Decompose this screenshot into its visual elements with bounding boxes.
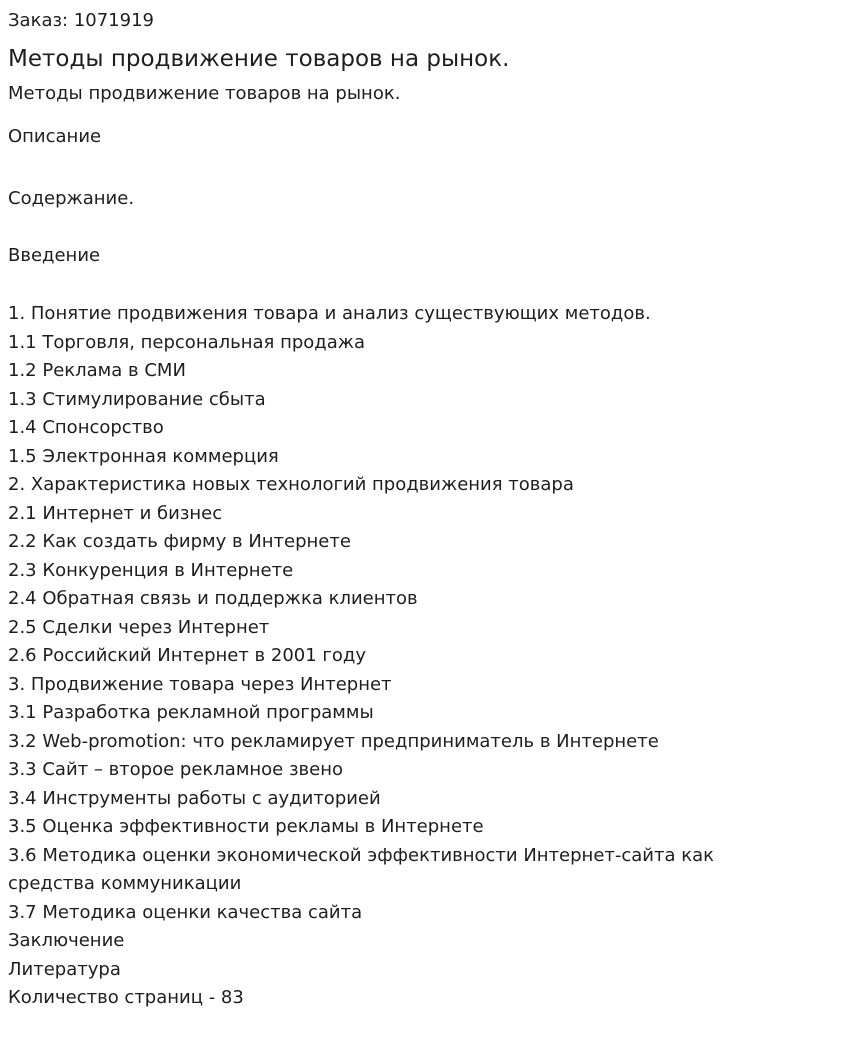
- toc-item: 3.1 Разработка рекламной программы: [8, 702, 374, 723]
- description-label: Описание: [8, 126, 102, 147]
- toc-item: 1.3 Стимулирование сбыта: [8, 388, 266, 410]
- page-count: Количество страниц - 83: [8, 987, 244, 1008]
- toc-item: 2.6 Российский Интернет в 2001 году: [8, 645, 366, 666]
- toc-item: 2.2 Как создать фирму в Интернете: [8, 531, 351, 552]
- contents-heading: Содержание.: [8, 188, 135, 209]
- page-subtitle: Методы продвижение товаров на рынок.: [8, 83, 401, 104]
- order-number: Заказ: 1071919: [8, 10, 154, 31]
- toc-item: Заключение: [8, 930, 125, 951]
- toc-item: 3. Продвижение товара через Интернет: [8, 673, 392, 695]
- toc-item: 2.5 Сделки через Интернет: [8, 616, 270, 638]
- page-title: Методы продвижение товаров на рынок.: [8, 46, 510, 72]
- toc-intro: Введение: [8, 245, 101, 266]
- toc-item: 1.5 Электронная коммерция: [8, 445, 279, 467]
- toc-item: 1. Понятие продвижения товара и анализ существующих методов.: [8, 303, 651, 324]
- toc-item: 3.5 Оценка эффективности рекламы в Интернете: [8, 816, 484, 837]
- table-of-contents: [8, 300, 828, 1013]
- toc-item: 3.6 Методика оценки экономической эффективности Интернет-сайта как средства коммуникации: [8, 844, 715, 894]
- toc-item: 2.1 Интернет и бизнес: [8, 502, 223, 524]
- toc-item: Литература: [8, 958, 121, 980]
- toc-item: 3.2 Web-promotion: что рекламирует предприниматель в Интернете: [8, 730, 659, 752]
- toc-item: 3.7 Методика оценки качества сайта: [8, 901, 363, 923]
- toc-item: 3.3 Сайт – второе рекламное звено: [8, 759, 344, 780]
- toc-item: 1.2 Реклама в СМИ: [8, 360, 186, 381]
- toc-item: 2. Характеристика новых технологий продвижения товара: [8, 474, 574, 495]
- toc-item: 2.4 Обратная связь и поддержка клиентов: [8, 588, 418, 609]
- toc-item: 1.1 Торговля, персональная продажа: [8, 331, 366, 353]
- toc-item: 1.4 Спонсорство: [8, 417, 164, 438]
- toc-item: 2.3 Конкуренция в Интернете: [8, 559, 294, 581]
- document-page: [8, 8, 828, 1013]
- toc-item: 3.4 Инструменты работы с аудиторией: [8, 787, 381, 809]
